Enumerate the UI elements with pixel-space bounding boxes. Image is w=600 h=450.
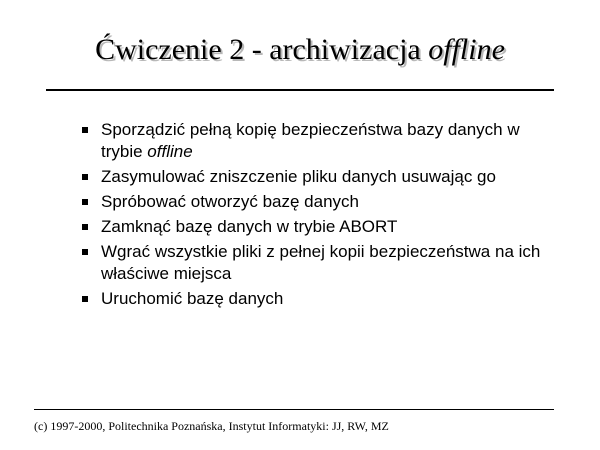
bullet-list (80, 119, 550, 313)
bullet-item (80, 288, 550, 310)
bullet-item (80, 119, 550, 163)
slide-title (0, 30, 600, 70)
square-bullet-icon (82, 224, 88, 230)
square-bullet-icon (82, 296, 88, 302)
bullet-item (80, 241, 550, 285)
square-bullet-icon (82, 199, 88, 205)
bullet-text: Wgrać wszystkie pliki z pełnej kopii bezpieczeństwa na ich właściwe miejsca (101, 242, 541, 283)
bullet-text: Zamknąć bazę danych w trybie ABORT (101, 217, 398, 236)
bullet-item (80, 166, 550, 188)
bullet-item (80, 216, 550, 238)
slide-footer: (c) 1997-2000, Politechnika Poznańska, Instytut Informatyki: JJ, RW, MZ (34, 419, 389, 433)
bullet-text: Zasymulować zniszczenie pliku danych usuwając go (101, 167, 496, 186)
bullet-text: Spróbować otworzyć bazę danych (101, 192, 359, 211)
square-bullet-icon (82, 249, 88, 255)
bullet-text-italic: offline (147, 142, 193, 161)
bullet-item (80, 191, 550, 213)
slide-title-main: Ćwiczenie 2 - archiwizacja (95, 33, 429, 66)
square-bullet-icon (82, 127, 88, 133)
bullet-text: Sporządzić pełną kopię bezpieczeństwa bazy danych w trybie (101, 120, 520, 161)
bullet-text: Uruchomić bazę danych (101, 289, 284, 308)
slide-title-italic: offline (428, 33, 505, 66)
title-divider (46, 89, 554, 91)
footer-divider (34, 409, 554, 410)
square-bullet-icon (82, 174, 88, 180)
